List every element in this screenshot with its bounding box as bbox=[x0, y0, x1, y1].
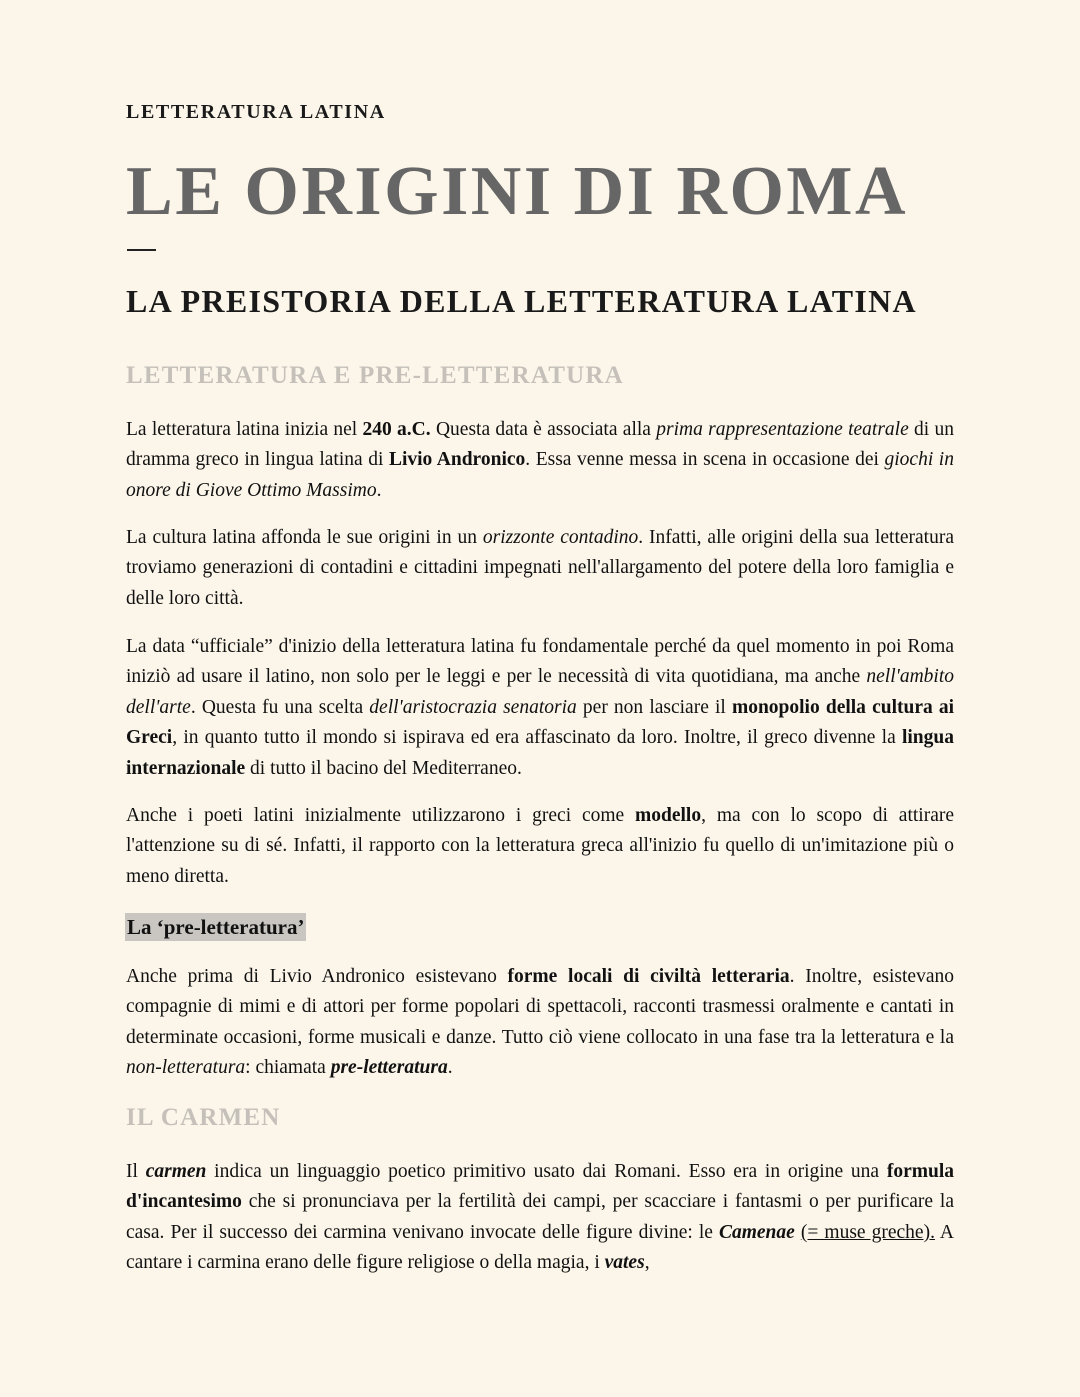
category-label: LETTERATURA LATINA bbox=[126, 101, 386, 123]
paragraph-intro bbox=[126, 415, 954, 506]
italic-text: orizzonte contadino bbox=[482, 527, 639, 548]
paragraph-pre-letteratura bbox=[126, 962, 954, 1084]
bold-name: Livio Andronico bbox=[388, 449, 526, 471]
bold-italic-text: carmen bbox=[145, 1161, 207, 1182]
paragraph-data-ufficiale bbox=[126, 632, 954, 784]
title-divider bbox=[127, 249, 156, 251]
bold-date: 240 a.C. bbox=[362, 419, 431, 440]
text-run: indica un linguaggio poetico primitivo usato dai Romani. Esso era in origine una bbox=[206, 1161, 887, 1182]
text-run: di tutto il bacino del Mediterraneo. bbox=[245, 757, 522, 779]
text-run: . Inoltre, esistevano compagnie di mimi e di attori per forme popolari di spettacoli, racconti trasmessi oralmente e cantati in determinate occasioni, forme musicali e danze. Tutto ciò viene collocato in una fase tra la letteratura e la bbox=[126, 966, 954, 1048]
text-run: . bbox=[447, 1057, 453, 1079]
text-run: per non lasciare il bbox=[576, 696, 732, 718]
italic-text: giochi in onore di Giove Ottimo Massimo bbox=[126, 449, 954, 501]
paragraph-poeti bbox=[126, 801, 954, 892]
text-run: , bbox=[644, 1252, 650, 1274]
text-run: di un dramma greco in lingua latina di bbox=[126, 419, 955, 471]
text-run: A cantare i carmina erano delle figure religiose o della magia, i bbox=[126, 1221, 955, 1274]
underlined-note: (= muse greche). bbox=[800, 1221, 935, 1243]
bold-italic-text: pre-letteratura bbox=[330, 1057, 448, 1079]
text-run: Questa data è associata alla bbox=[430, 419, 657, 440]
text-run: La data “ufficiale” d'inizio della letteratura latina fu fondamentale perché da quel momento in poi Roma iniziò ad usare il latino, non solo per le leggi e per le necessità di vita quotidiana, ma anche bbox=[126, 636, 954, 688]
text-run: , in quanto tutto il mondo si ispirava ed era affascinato da loro. Inoltre, il greco divenne la bbox=[172, 727, 902, 749]
subheading-pre-letteratura: La ‘pre-letteratura’ bbox=[127, 915, 305, 939]
text-run: La letteratura latina inizia nel bbox=[126, 419, 363, 440]
text-run: Anche prima di Livio Andronico esistevano bbox=[126, 966, 508, 987]
section-heading-letteratura: LETTERATURA E PRE-LETTERATURA bbox=[126, 362, 624, 389]
bold-text: modello bbox=[635, 805, 702, 826]
bold-text: formula d'incantesimo bbox=[126, 1161, 954, 1213]
text-run: , ma con lo scopo di attirare l'attenzione su di sé. Infatti, il rapporto con la letteratura greca all'inizio fu quello di un'imitazione più o meno diretta. bbox=[126, 805, 955, 887]
paragraph-cultura bbox=[126, 523, 954, 614]
text-run: Il bbox=[126, 1161, 146, 1182]
section-heading-carmen: IL CARMEN bbox=[126, 1104, 281, 1131]
text-run: che si pronunciava per la fertilità dei campi, per scacciare i fantasmi o per purificare la casa. Per il successo dei carmina venivano invocate delle figure divine: le bbox=[126, 1191, 954, 1243]
italic-text: non-letteratura bbox=[126, 1057, 246, 1079]
bold-text: monopolio della cultura ai Greci bbox=[126, 696, 955, 749]
italic-text: nell'ambito dell'arte bbox=[126, 666, 954, 718]
italic-text: dell'aristocrazia senatoria bbox=[369, 696, 577, 718]
text-run: La cultura latina affonda le sue origini in un bbox=[126, 527, 483, 548]
bold-italic-text: Camenae bbox=[718, 1221, 795, 1243]
paragraph-carmen bbox=[126, 1157, 954, 1279]
italic-text: prima rappresentazione teatrale bbox=[656, 419, 909, 440]
page-title: LE ORIGINI DI ROMA bbox=[126, 153, 909, 230]
bold-text: lingua internazionale bbox=[126, 727, 954, 779]
text-run: : chiamata bbox=[245, 1057, 331, 1079]
text-run: . Infatti, alle origini della sua letteratura troviamo generazioni di contadini e cittadini impegnati nell'allargamento del potere della loro famiglia e delle loro città. bbox=[126, 527, 955, 609]
bold-italic-text: vates bbox=[604, 1252, 645, 1274]
page-subtitle: LA PREISTORIA DELLA LETTERATURA LATINA bbox=[126, 283, 917, 319]
bold-text: forme locali di civiltà letteraria bbox=[507, 966, 790, 987]
text-run: . bbox=[376, 479, 382, 501]
text-run: Anche i poeti latini inizialmente utilizzarono i greci come bbox=[126, 805, 636, 826]
text-run: . Questa fu una scelta bbox=[190, 696, 370, 718]
text-run: . Essa venne messa in scena in occasione dei bbox=[525, 449, 885, 471]
